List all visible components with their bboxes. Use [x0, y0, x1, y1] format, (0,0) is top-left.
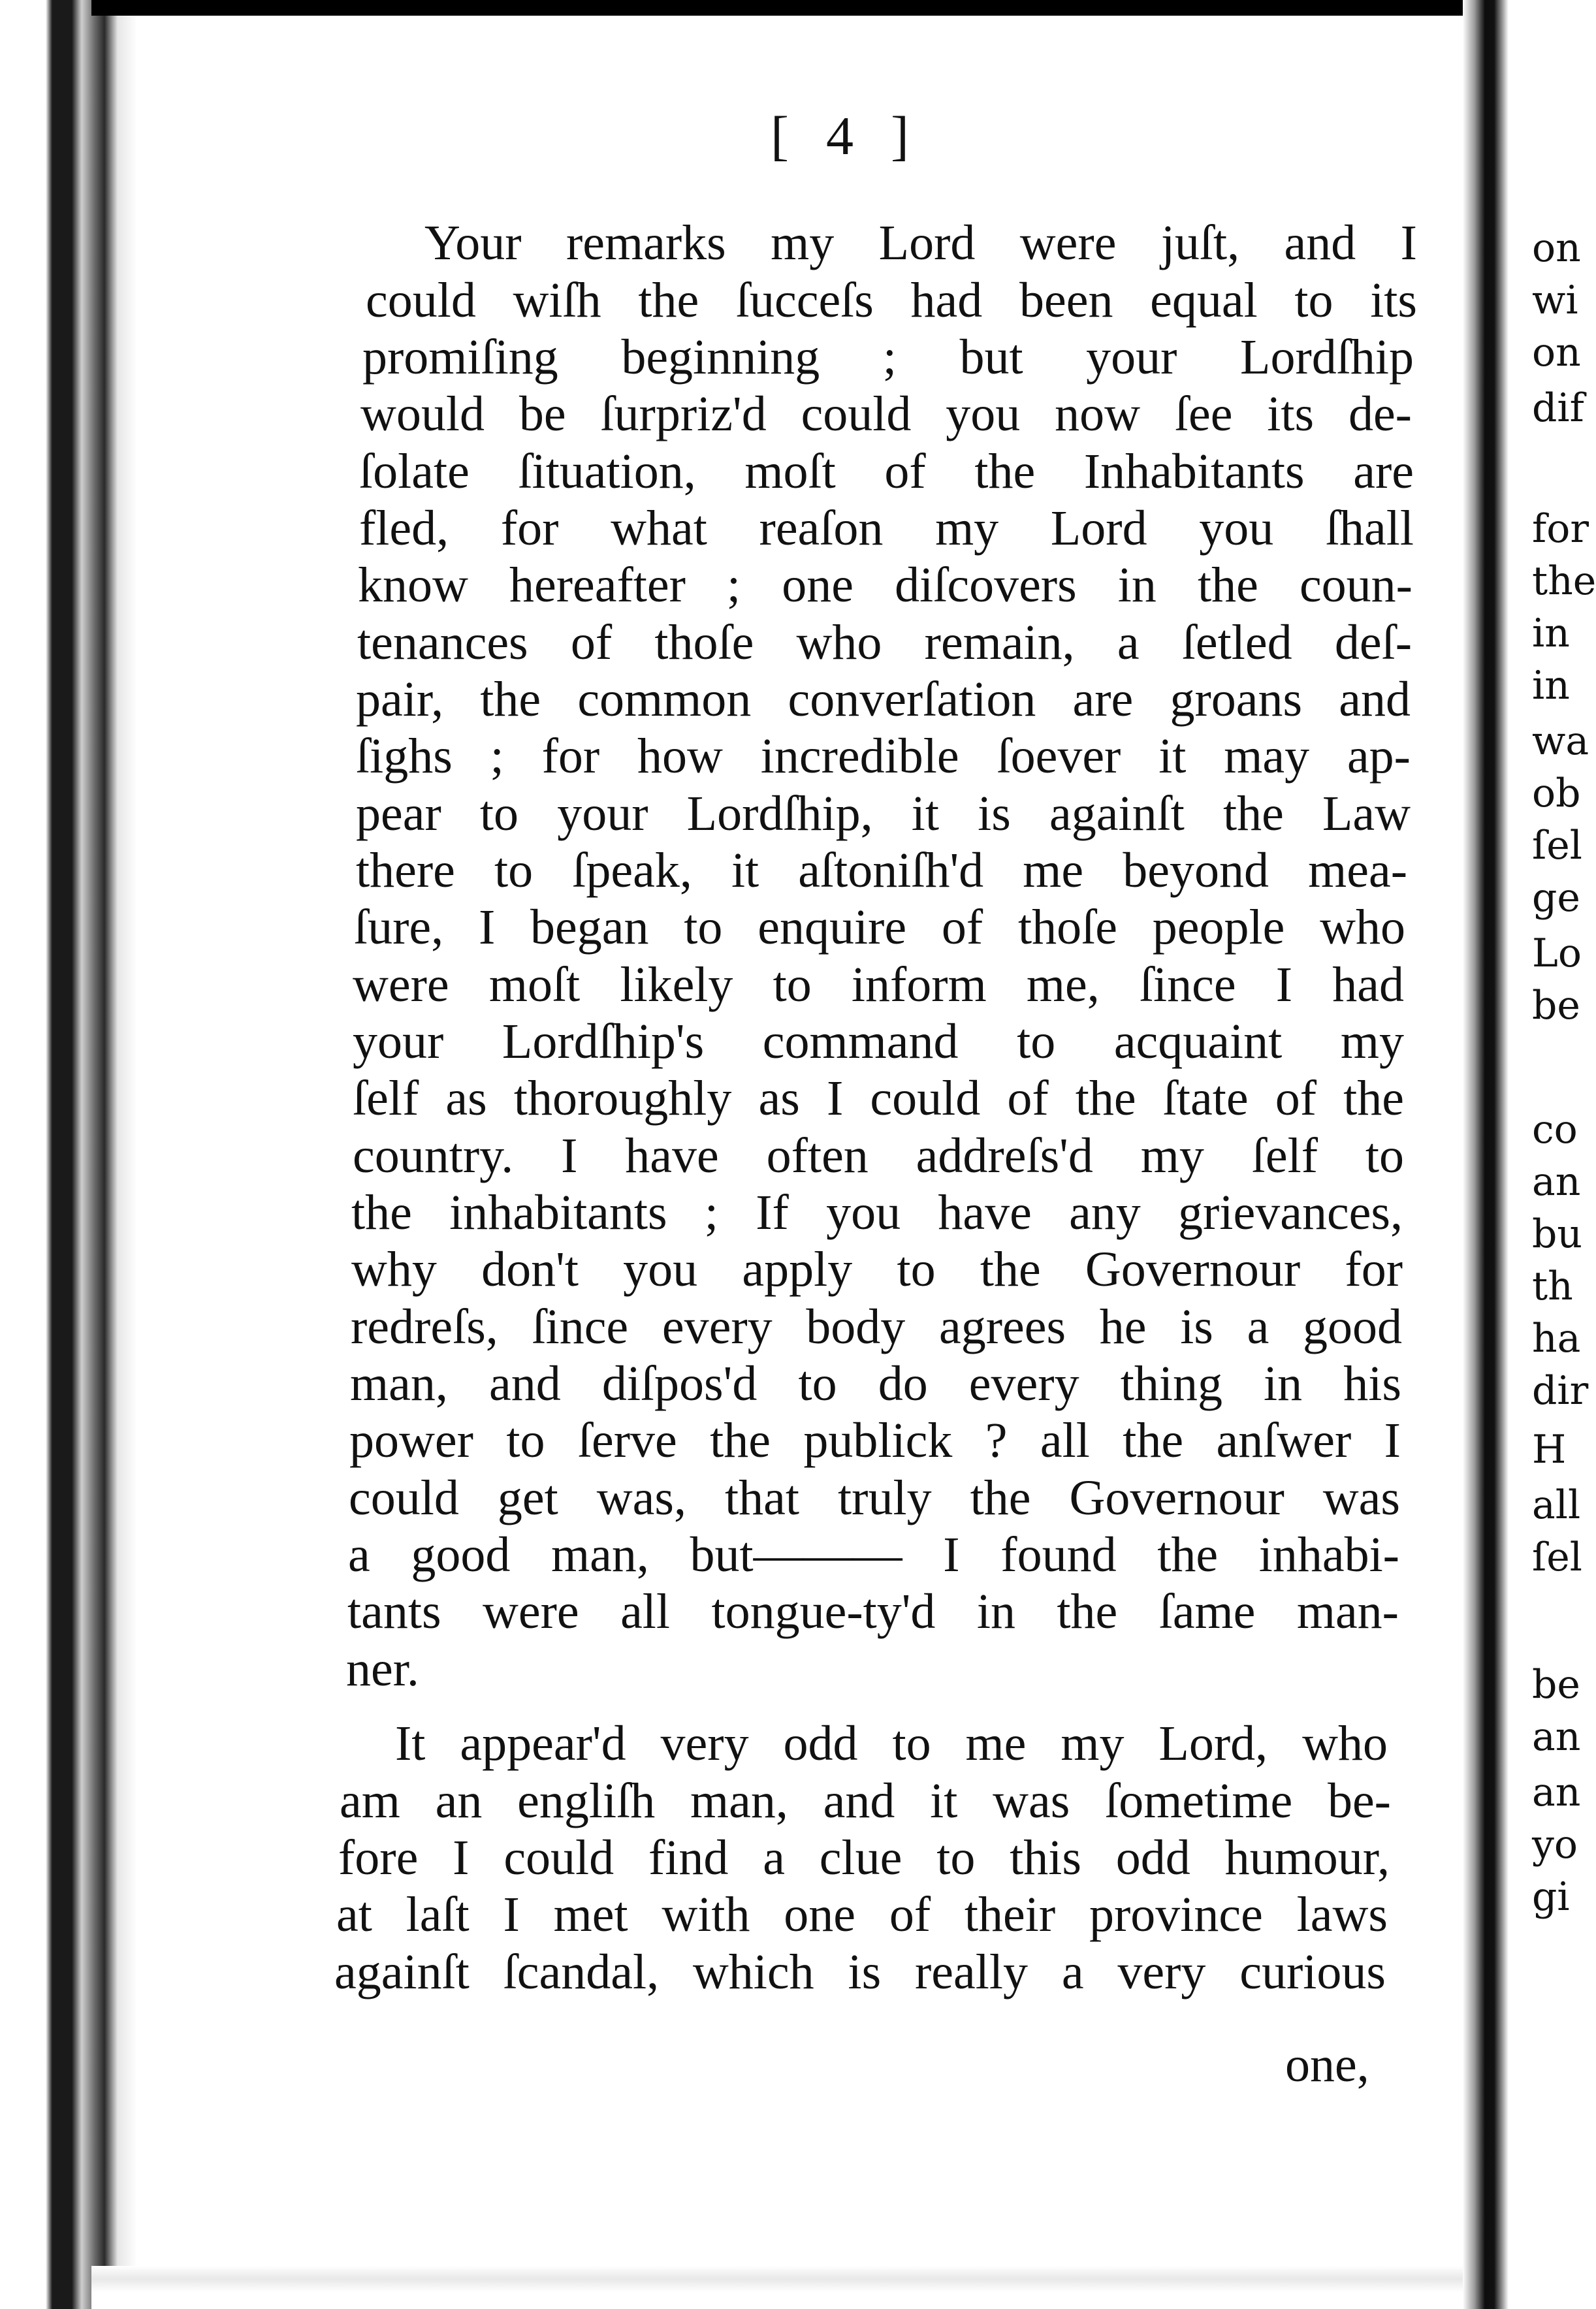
book-gutter-shadow: [1463, 0, 1508, 2309]
facing-page-text-fragment: wi: [1532, 278, 1578, 323]
text-line: could wiſh the ſucceſs had been equal to its: [366, 273, 1417, 328]
facing-page-text-fragment: on: [1532, 225, 1581, 271]
facing-page-text-fragment: yo: [1532, 1822, 1578, 1868]
page-number: [ 4 ]: [771, 106, 921, 167]
text-line: man, and diſpos'd to do every thing in his: [350, 1356, 1401, 1411]
text-line: know hereafter ; one diſcovers in the coun-: [358, 558, 1412, 613]
facing-page-text-fragment: wa: [1532, 718, 1589, 764]
facing-page-text-fragment: an: [1532, 1159, 1581, 1205]
text-line: pear to your Lordſhip, it is againſt the Law: [356, 786, 1411, 841]
text-line: tants were all tongue-ty'd in the ſame man-: [347, 1584, 1399, 1639]
text-line: fled, for what reaſon my Lord you ſhall: [359, 501, 1414, 556]
facing-page-text-fragment: H: [1532, 1427, 1567, 1473]
text-line: ner.: [346, 1642, 419, 1696]
text-line: why don't you apply to the Governour for: [351, 1242, 1403, 1297]
text-line: could get was, that truly the Governour was: [349, 1471, 1400, 1525]
facing-page-text-fragment: for: [1532, 506, 1589, 552]
text-line: ſighs ; for how incredible ſoever it may ap-: [356, 729, 1411, 784]
text-line: were moſt likely to inform me, ſince I had: [353, 957, 1404, 1012]
text-line: country. I have often addreſs'd my ſelf to: [353, 1128, 1404, 1183]
facing-page-text-fragment: gi: [1532, 1874, 1570, 1920]
facing-page-text-fragment: ha: [1532, 1316, 1581, 1362]
facing-page-text-fragment: an: [1532, 1714, 1581, 1760]
facing-page-text-fragment: ob: [1532, 771, 1581, 816]
text-line: would be ſurpriz'd could you now ſee its de-: [360, 387, 1412, 441]
text-line: ſelf as thoroughly as I could of the ſtate of the: [353, 1071, 1404, 1126]
facing-page-text-fragment: bu: [1532, 1211, 1583, 1257]
left-page-edge-shadow: [0, 0, 137, 2309]
bottom-page-edge: [91, 2266, 1495, 2309]
text-line: It appear'd very odd to me my Lord, who: [395, 1716, 1388, 1771]
facing-page-text-fragment: th: [1532, 1264, 1573, 1309]
facing-page-text-fragment: all: [1532, 1482, 1581, 1528]
facing-page-text-fragment: an: [1532, 1770, 1581, 1815]
facing-page-text-fragment: co: [1532, 1107, 1578, 1153]
facing-page-text-fragment: ge: [1532, 875, 1580, 921]
text-line: power to ſerve the publick ? all the anſwer I: [349, 1413, 1401, 1468]
top-scan-border: [91, 0, 1495, 16]
text-line: at laſt I met with one of their province laws: [336, 1887, 1388, 1942]
text-line: ſolate ſituation, moſt of the Inhabitants are: [359, 444, 1414, 499]
text-line: ſure, I began to enquire of thoſe people who: [354, 900, 1405, 955]
text-line: pair, the common converſation are groans and: [356, 672, 1411, 727]
facing-page-text-fragment: in: [1532, 663, 1570, 709]
text-line: Your remarks my Lord were juſt, and I: [424, 215, 1417, 270]
facing-page-text-fragment: ſel: [1532, 823, 1582, 868]
facing-page-text-fragment: Lo: [1532, 931, 1582, 976]
text-line: againſt ſcandal, which is really a very curious: [334, 1945, 1386, 1999]
facing-page-text-fragment: the: [1532, 558, 1596, 604]
text-line: the inhabitants ; If you have any grievances,: [351, 1185, 1403, 1240]
facing-page-fragment: [1508, 0, 1596, 2309]
facing-page-text-fragment: in: [1532, 611, 1570, 656]
facing-page-text-fragment: on: [1532, 330, 1581, 375]
text-line: promiſing beginning ; but your Lordſhip: [362, 330, 1414, 385]
text-line: your Lordſhip's command to acquaint my: [353, 1014, 1404, 1069]
text-line: there to ſpeak, it aſtoniſh'd me beyond mea-: [356, 843, 1407, 898]
text-line: fore I could find a clue to this odd humour,: [338, 1830, 1390, 1885]
text-line: am an engliſh man, and it was ſometime be-: [340, 1774, 1391, 1828]
text-line: tenances of thoſe who remain, a ſetled deſ-: [357, 615, 1412, 670]
facing-page-text-fragment: ſel: [1532, 1535, 1582, 1580]
facing-page-text-fragment: dir: [1532, 1368, 1589, 1414]
text-line: a good man, but——— I found the inhabi-: [348, 1527, 1399, 1582]
catchword: one,: [1285, 2037, 1369, 2092]
facing-page-text-fragment: be: [1532, 1662, 1580, 1708]
text-line: redreſs, ſince every body agrees he is a good: [351, 1299, 1402, 1354]
facing-page-text-fragment: dif: [1532, 385, 1584, 431]
facing-page-text-fragment: be: [1532, 983, 1580, 1028]
